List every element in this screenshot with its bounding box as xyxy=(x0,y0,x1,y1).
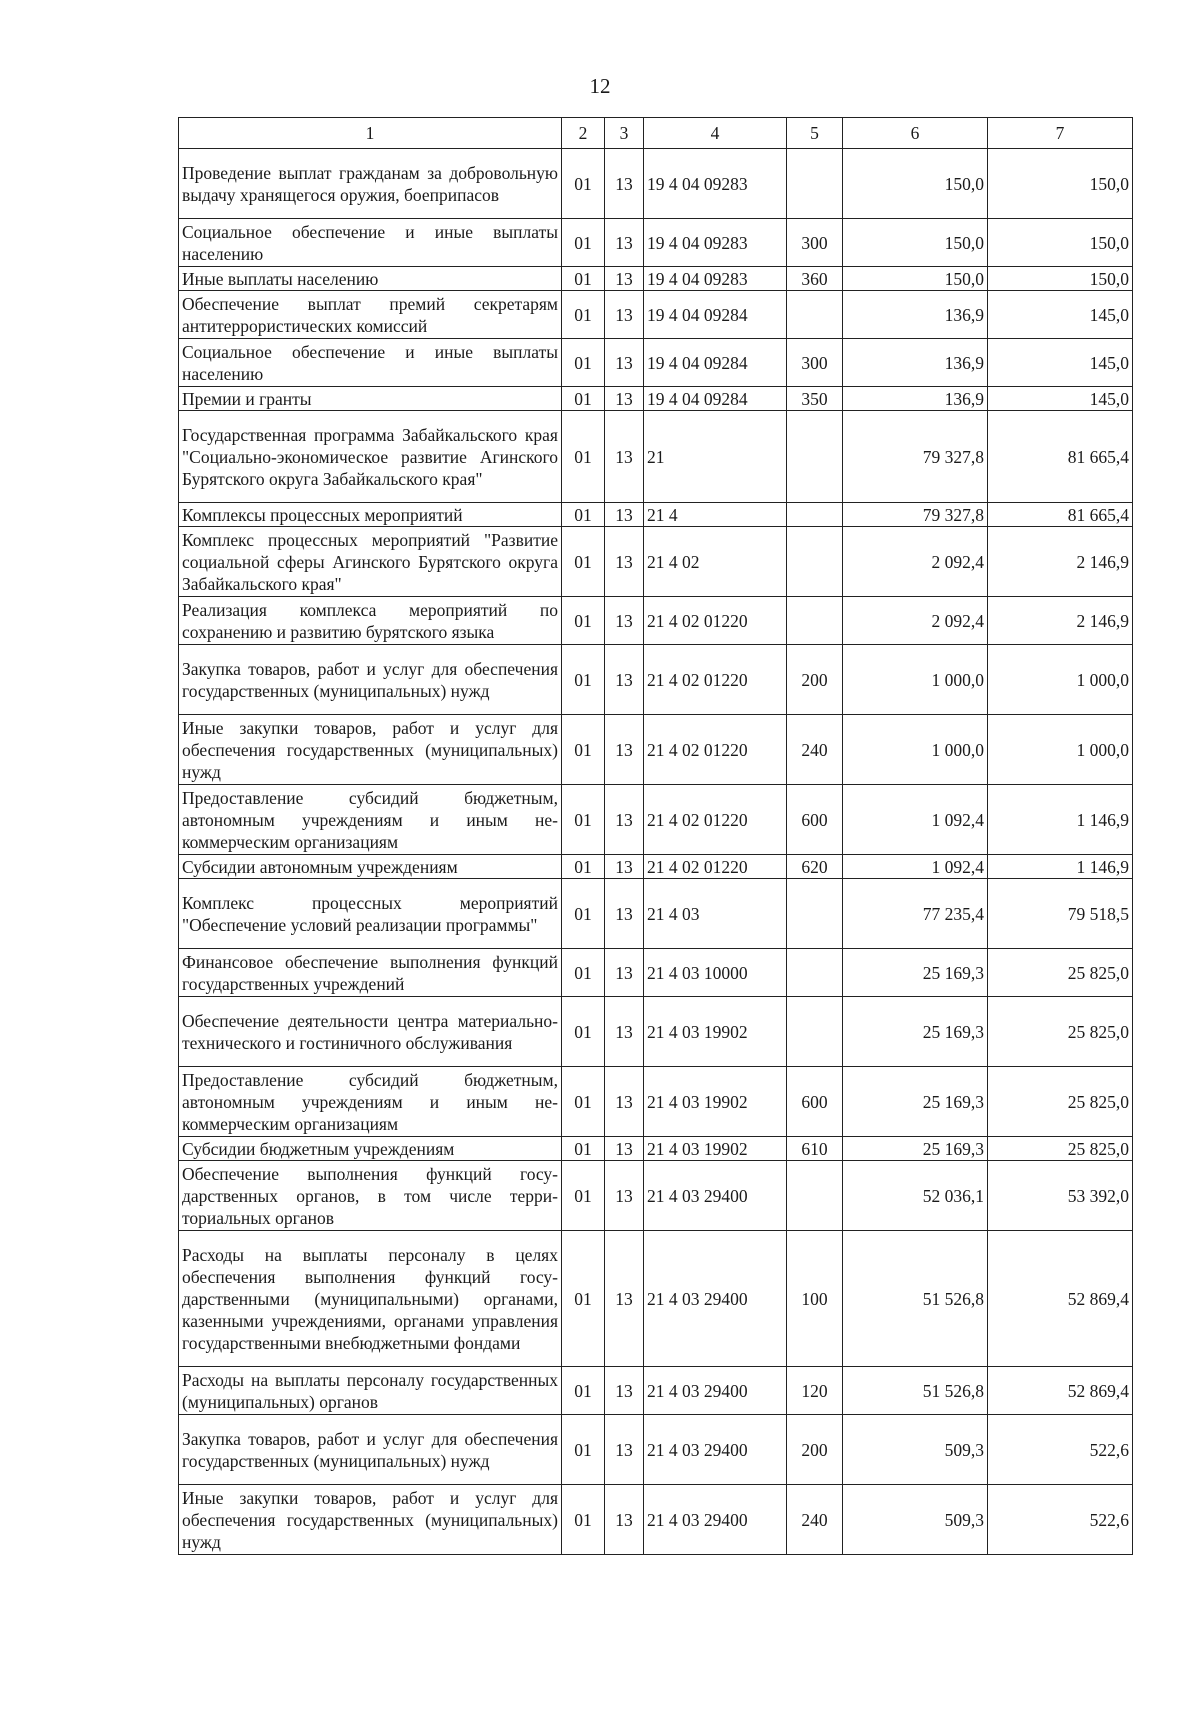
row-name: Государственная программа Забайкальского края "Социально-экономическое развитие Агинского Бурятского округа Забайкальского края" xyxy=(179,411,562,503)
row-amount-year-2: 81 665,4 xyxy=(988,411,1133,503)
row-subsection: 13 xyxy=(605,785,644,855)
row-amount-year-1: 136,9 xyxy=(843,339,988,387)
row-subsection: 13 xyxy=(605,879,644,949)
row-section: 01 xyxy=(562,597,605,645)
col-header-year-2: 7 xyxy=(988,118,1133,149)
row-amount-year-2: 145,0 xyxy=(988,387,1133,411)
col-header-subsection: 3 xyxy=(605,118,644,149)
table-row xyxy=(179,1137,1133,1161)
row-target-code: 19 4 04 09283 xyxy=(644,219,787,267)
row-expense-type xyxy=(787,879,843,949)
row-section: 01 xyxy=(562,1367,605,1415)
row-section: 01 xyxy=(562,1415,605,1485)
row-subsection: 13 xyxy=(605,1367,644,1415)
row-subsection: 13 xyxy=(605,1415,644,1485)
row-section: 01 xyxy=(562,645,605,715)
row-amount-year-2: 25 825,0 xyxy=(988,949,1133,997)
row-expense-type: 300 xyxy=(787,339,843,387)
table-row xyxy=(179,503,1133,527)
table-row xyxy=(179,997,1133,1067)
row-amount-year-1: 25 169,3 xyxy=(843,1067,988,1137)
row-subsection: 13 xyxy=(605,1067,644,1137)
row-section: 01 xyxy=(562,1067,605,1137)
col-header-name: 1 xyxy=(179,118,562,149)
row-target-code: 21 4 03 29400 xyxy=(644,1367,787,1415)
row-subsection: 13 xyxy=(605,219,644,267)
row-section: 01 xyxy=(562,411,605,503)
row-amount-year-2: 150,0 xyxy=(988,267,1133,291)
table-row xyxy=(179,1367,1133,1415)
row-name: Субсидии автономным учреждениям xyxy=(179,855,562,879)
row-amount-year-1: 150,0 xyxy=(843,149,988,219)
table-row xyxy=(179,1485,1133,1555)
col-header-expense-type: 5 xyxy=(787,118,843,149)
table-row xyxy=(179,949,1133,997)
row-section: 01 xyxy=(562,387,605,411)
row-target-code: 21 4 xyxy=(644,503,787,527)
row-amount-year-1: 136,9 xyxy=(843,291,988,339)
row-target-code: 21 4 03 29400 xyxy=(644,1161,787,1231)
row-target-code: 19 4 04 09284 xyxy=(644,387,787,411)
row-amount-year-2: 1 000,0 xyxy=(988,645,1133,715)
table-row xyxy=(179,219,1133,267)
row-expense-type xyxy=(787,527,843,597)
row-subsection: 13 xyxy=(605,1231,644,1367)
row-name: Иные закупки товаров, работ и услуг для обеспечения государственных (муниципальных) нужд xyxy=(179,715,562,785)
row-expense-type: 620 xyxy=(787,855,843,879)
row-expense-type: 240 xyxy=(787,1485,843,1555)
row-expense-type xyxy=(787,503,843,527)
row-section: 01 xyxy=(562,339,605,387)
row-name: Комплекс процессных мероприятий "Развитие социальной сферы Агинского Бурятского округа Забайкальского края" xyxy=(179,527,562,597)
row-section: 01 xyxy=(562,1231,605,1367)
budget-table xyxy=(178,117,1133,1555)
row-section: 01 xyxy=(562,527,605,597)
table-row xyxy=(179,267,1133,291)
row-subsection: 13 xyxy=(605,949,644,997)
row-target-code: 19 4 04 09284 xyxy=(644,291,787,339)
row-section: 01 xyxy=(562,503,605,527)
table-row xyxy=(179,879,1133,949)
row-subsection: 13 xyxy=(605,1137,644,1161)
table-row xyxy=(179,527,1133,597)
row-subsection: 13 xyxy=(605,527,644,597)
row-expense-type: 360 xyxy=(787,267,843,291)
row-subsection: 13 xyxy=(605,411,644,503)
row-expense-type: 600 xyxy=(787,785,843,855)
header-row xyxy=(179,118,1133,149)
row-section: 01 xyxy=(562,1137,605,1161)
row-name: Иные закупки товаров, работ и услуг для обеспечения государственных (муниципальных) нужд xyxy=(179,1485,562,1555)
row-amount-year-2: 1 000,0 xyxy=(988,715,1133,785)
row-amount-year-1: 79 327,8 xyxy=(843,411,988,503)
row-expense-type: 100 xyxy=(787,1231,843,1367)
row-target-code: 19 4 04 09283 xyxy=(644,149,787,219)
row-target-code: 21 4 03 29400 xyxy=(644,1231,787,1367)
row-name: Субсидии бюджетным учреждениям xyxy=(179,1137,562,1161)
table-row xyxy=(179,597,1133,645)
row-target-code: 21 4 03 10000 xyxy=(644,949,787,997)
row-section: 01 xyxy=(562,1485,605,1555)
row-target-code: 21 4 02 01220 xyxy=(644,597,787,645)
row-amount-year-2: 25 825,0 xyxy=(988,1137,1133,1161)
row-amount-year-1: 51 526,8 xyxy=(843,1367,988,1415)
row-target-code: 21 4 03 19902 xyxy=(644,1067,787,1137)
row-target-code: 21 4 02 xyxy=(644,527,787,597)
row-section: 01 xyxy=(562,785,605,855)
row-section: 01 xyxy=(562,219,605,267)
row-amount-year-2: 1 146,9 xyxy=(988,785,1133,855)
row-section: 01 xyxy=(562,149,605,219)
row-subsection: 13 xyxy=(605,291,644,339)
row-amount-year-2: 2 146,9 xyxy=(988,527,1133,597)
row-amount-year-1: 79 327,8 xyxy=(843,503,988,527)
row-name: Предоставление субсидий бюджетным, автономным учреждениям и иным некоммерческим организациям xyxy=(179,1067,562,1137)
row-expense-type: 300 xyxy=(787,219,843,267)
row-section: 01 xyxy=(562,949,605,997)
row-amount-year-2: 522,6 xyxy=(988,1415,1133,1485)
row-target-code: 21 4 03 19902 xyxy=(644,997,787,1067)
row-amount-year-1: 1 092,4 xyxy=(843,855,988,879)
row-name: Обеспечение выполнения функций государственных органов, в том числе территориальных органов xyxy=(179,1161,562,1231)
row-expense-type: 240 xyxy=(787,715,843,785)
row-expense-type xyxy=(787,149,843,219)
row-target-code: 21 4 02 01220 xyxy=(644,645,787,715)
row-amount-year-1: 150,0 xyxy=(843,219,988,267)
row-expense-type xyxy=(787,411,843,503)
row-name: Проведение выплат гражданам за добровольную выдачу хранящегося оружия, боеприпасов xyxy=(179,149,562,219)
row-expense-type xyxy=(787,997,843,1067)
table-row xyxy=(179,1415,1133,1485)
row-section: 01 xyxy=(562,267,605,291)
row-subsection: 13 xyxy=(605,503,644,527)
row-expense-type: 200 xyxy=(787,1415,843,1485)
row-amount-year-1: 52 036,1 xyxy=(843,1161,988,1231)
row-amount-year-2: 25 825,0 xyxy=(988,997,1133,1067)
row-expense-type: 600 xyxy=(787,1067,843,1137)
row-amount-year-2: 522,6 xyxy=(988,1485,1133,1555)
row-target-code: 21 4 03 xyxy=(644,879,787,949)
table-row xyxy=(179,715,1133,785)
row-section: 01 xyxy=(562,1161,605,1231)
row-expense-type: 120 xyxy=(787,1367,843,1415)
row-amount-year-2: 79 518,5 xyxy=(988,879,1133,949)
row-amount-year-2: 145,0 xyxy=(988,339,1133,387)
table-row xyxy=(179,785,1133,855)
row-target-code: 21 4 02 01220 xyxy=(644,785,787,855)
row-name: Расходы на выплаты персоналу государственных (муниципальных) органов xyxy=(179,1367,562,1415)
row-name: Социальное обеспечение и иные выплаты населению xyxy=(179,219,562,267)
row-expense-type xyxy=(787,1161,843,1231)
row-amount-year-1: 25 169,3 xyxy=(843,997,988,1067)
row-expense-type xyxy=(787,949,843,997)
row-subsection: 13 xyxy=(605,645,644,715)
row-expense-type: 610 xyxy=(787,1137,843,1161)
row-target-code: 21 4 02 01220 xyxy=(644,715,787,785)
row-amount-year-1: 25 169,3 xyxy=(843,949,988,997)
table-row xyxy=(179,149,1133,219)
row-target-code: 21 4 03 19902 xyxy=(644,1137,787,1161)
row-subsection: 13 xyxy=(605,1161,644,1231)
table-row xyxy=(179,1067,1133,1137)
row-subsection: 13 xyxy=(605,387,644,411)
row-subsection: 13 xyxy=(605,339,644,387)
row-amount-year-2: 150,0 xyxy=(988,149,1133,219)
row-amount-year-1: 2 092,4 xyxy=(843,597,988,645)
row-expense-type xyxy=(787,291,843,339)
table-row xyxy=(179,645,1133,715)
row-section: 01 xyxy=(562,715,605,785)
row-section: 01 xyxy=(562,879,605,949)
page-number: 12 xyxy=(589,74,611,98)
row-expense-type: 200 xyxy=(787,645,843,715)
row-name: Обеспечение деятельности центра материально-технического и гостиничного обслуживания xyxy=(179,997,562,1067)
row-name: Комплексы процессных мероприятий xyxy=(179,503,562,527)
row-target-code: 21 4 02 01220 xyxy=(644,855,787,879)
table-row xyxy=(179,1161,1133,1231)
row-name: Финансовое обеспечение выполнения функций государственных учреждений xyxy=(179,949,562,997)
row-amount-year-1: 1 000,0 xyxy=(843,715,988,785)
row-amount-year-2: 1 146,9 xyxy=(988,855,1133,879)
row-name: Закупка товаров, работ и услуг для обеспечения государственных (муниципальных) нужд xyxy=(179,645,562,715)
col-header-section: 2 xyxy=(562,118,605,149)
table-row xyxy=(179,411,1133,503)
row-target-code: 21 4 03 29400 xyxy=(644,1415,787,1485)
row-amount-year-1: 509,3 xyxy=(843,1415,988,1485)
row-amount-year-1: 77 235,4 xyxy=(843,879,988,949)
row-name: Обеспечение выплат премий секретарям антитеррористических комиссий xyxy=(179,291,562,339)
row-amount-year-1: 1 092,4 xyxy=(843,785,988,855)
row-amount-year-2: 25 825,0 xyxy=(988,1067,1133,1137)
row-subsection: 13 xyxy=(605,855,644,879)
row-name: Расходы на выплаты персоналу в целях обеспечения выполнения функций государственными (муниципальными) органами, казенными учреждениями, органами управления государственными внебюджетными фондами xyxy=(179,1231,562,1367)
row-amount-year-1: 150,0 xyxy=(843,267,988,291)
row-name: Закупка товаров, работ и услуг для обеспечения государственных (муниципальных) нужд xyxy=(179,1415,562,1485)
table-body xyxy=(179,149,1133,1555)
row-expense-type xyxy=(787,597,843,645)
row-amount-year-2: 2 146,9 xyxy=(988,597,1133,645)
row-section: 01 xyxy=(562,855,605,879)
row-amount-year-2: 145,0 xyxy=(988,291,1133,339)
row-amount-year-2: 52 869,4 xyxy=(988,1231,1133,1367)
row-target-code: 21 4 03 29400 xyxy=(644,1485,787,1555)
row-name: Премии и гранты xyxy=(179,387,562,411)
row-section: 01 xyxy=(562,997,605,1067)
row-name: Социальное обеспечение и иные выплаты населению xyxy=(179,339,562,387)
row-amount-year-1: 2 092,4 xyxy=(843,527,988,597)
row-subsection: 13 xyxy=(605,715,644,785)
row-amount-year-2: 53 392,0 xyxy=(988,1161,1133,1231)
table-row xyxy=(179,291,1133,339)
row-subsection: 13 xyxy=(605,597,644,645)
row-amount-year-2: 52 869,4 xyxy=(988,1367,1133,1415)
row-amount-year-1: 509,3 xyxy=(843,1485,988,1555)
table-row xyxy=(179,387,1133,411)
row-subsection: 13 xyxy=(605,1485,644,1555)
table-row xyxy=(179,855,1133,879)
row-amount-year-1: 136,9 xyxy=(843,387,988,411)
col-header-target-code: 4 xyxy=(644,118,787,149)
row-expense-type: 350 xyxy=(787,387,843,411)
row-section: 01 xyxy=(562,291,605,339)
row-name: Иные выплаты населению xyxy=(179,267,562,291)
row-target-code: 21 xyxy=(644,411,787,503)
row-amount-year-1: 1 000,0 xyxy=(843,645,988,715)
row-amount-year-1: 25 169,3 xyxy=(843,1137,988,1161)
row-subsection: 13 xyxy=(605,149,644,219)
row-subsection: 13 xyxy=(605,997,644,1067)
row-name: Предоставление субсидий бюджетным, автономным учреждениям и иным некоммерческим организациям xyxy=(179,785,562,855)
row-name: Комплекс процессных мероприятий "Обеспечение условий реализации программы" xyxy=(179,879,562,949)
row-target-code: 19 4 04 09284 xyxy=(644,339,787,387)
col-header-year-1: 6 xyxy=(843,118,988,149)
row-target-code: 19 4 04 09283 xyxy=(644,267,787,291)
row-amount-year-1: 51 526,8 xyxy=(843,1231,988,1367)
row-subsection: 13 xyxy=(605,267,644,291)
row-amount-year-2: 150,0 xyxy=(988,219,1133,267)
row-amount-year-2: 81 665,4 xyxy=(988,503,1133,527)
row-name: Реализация комплекса мероприятий по сохранению и развитию бурятского языка xyxy=(179,597,562,645)
table-row xyxy=(179,1231,1133,1367)
table-row xyxy=(179,339,1133,387)
